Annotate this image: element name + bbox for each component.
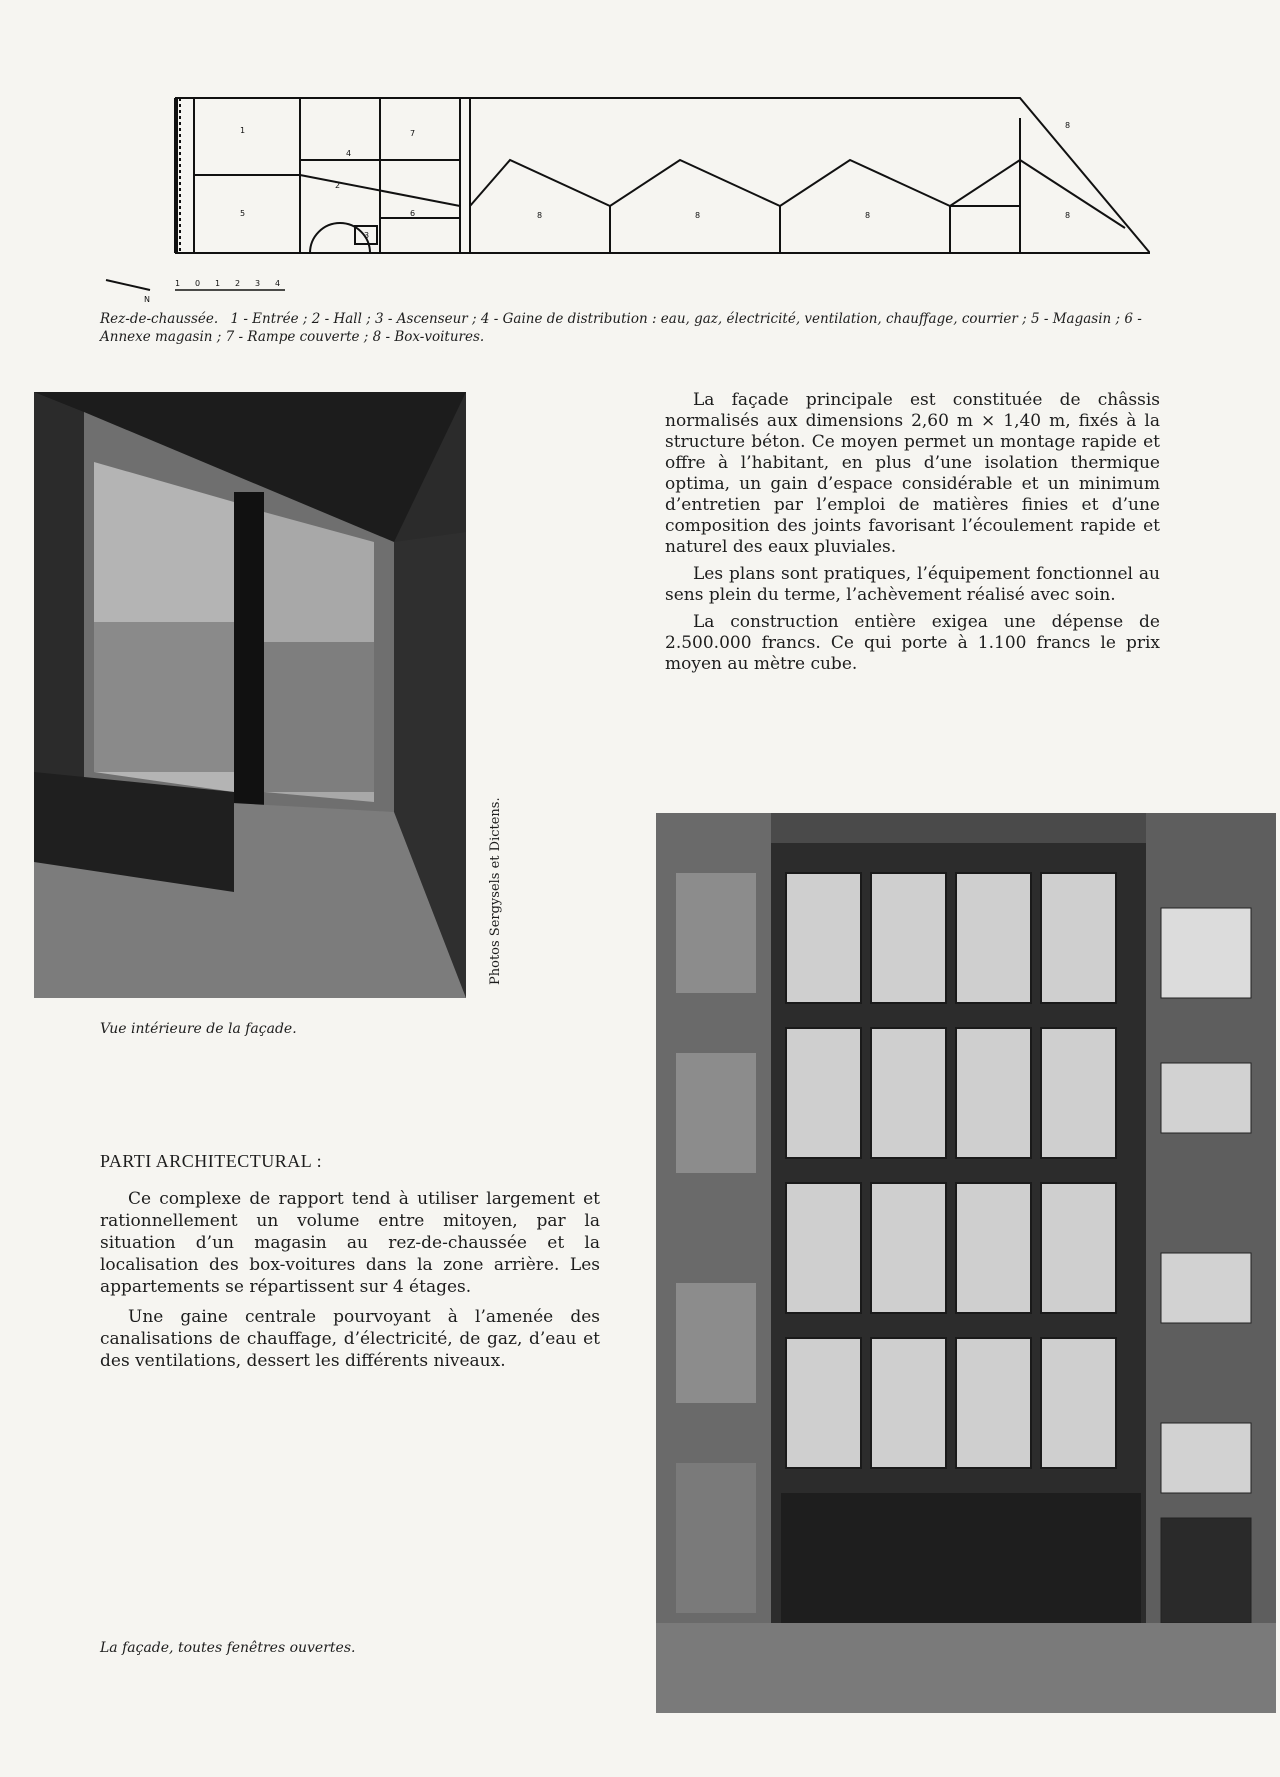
- plan-label-8d: 8: [1065, 121, 1071, 130]
- plan-caption-lead: Rez-de-chaussée.: [100, 311, 219, 327]
- plan-label-3: 3: [364, 231, 370, 240]
- plan-label-4: 4: [346, 149, 352, 158]
- plan-label-8b: 8: [695, 211, 701, 220]
- plan-label-1: 1: [240, 126, 246, 135]
- svg-text:1: 1: [175, 279, 181, 288]
- paragraph: Ce complexe de rapport tend à utiliser largement et rationnellement un volume entre mitoyen, par la situation d’un magasin au rez-de-chaussée et la localisation des box-voitures dans la zone arrière. Les appartements se répartissent sur 4 étages.: [100, 1189, 600, 1297]
- left-text-column: [100, 1188, 600, 1380]
- paragraph: La construction entière exigea une dépense de 2.500.000 francs. Ce qui porte à 1.100 francs le prix moyen au mètre cube.: [665, 612, 1160, 674]
- svg-text:1: 1: [215, 279, 221, 288]
- plan-caption-text: 1 - Entrée ; 2 - Hall ; 3 - Ascenseur ; 4 - Gaine de distribution : eau, gaz, électricité, ventilation, chauffage, courrier ; 5 - Magasin ; 6 - Annexe magasin ; 7 - Rampe couverte ; 8 - Box-voitures.: [100, 311, 1142, 345]
- interior-facade-photo: [34, 392, 466, 998]
- section-heading: PARTI ARCHITECTURAL :: [100, 1151, 323, 1171]
- interior-photo-caption: Vue intérieure de la façade.: [100, 1021, 297, 1037]
- plan-label-5: 5: [240, 209, 246, 218]
- plan-caption: [100, 310, 1160, 346]
- paragraph: Les plans sont pratiques, l’équipement fonctionnel au sens plein du terme, l’achèvement réalisé avec soin.: [665, 564, 1160, 605]
- ground-floor-plan: [170, 88, 1150, 263]
- right-text-column: [665, 390, 1160, 681]
- plan-label-6: 6: [410, 209, 416, 218]
- scale-bar: [100, 270, 300, 310]
- svg-text:4: 4: [275, 279, 281, 288]
- plan-label-7: 7: [410, 129, 416, 138]
- plan-label-8c: 8: [865, 211, 871, 220]
- plan-label-8e: 8: [1065, 211, 1071, 220]
- facade-photo: [656, 813, 1276, 1713]
- plan-label-2: 2: [335, 181, 341, 190]
- svg-text:3: 3: [255, 279, 261, 288]
- paragraph: La façade principale est constituée de châssis normalisés aux dimensions 2,60 m × 1,40 m, fixés à la structure béton. Ce moyen permet un montage rapide et offre à l’habitant, en plus d’une isolation thermique optima, un gain d’espace considérable et un minimum d’entretien par l’emploi de matières finies et d’une composition des joints favorisant l’écoulement rapide et naturel des eaux pluviales.: [665, 390, 1160, 557]
- facade-photo-caption: La façade, toutes fenêtres ouvertes.: [100, 1640, 356, 1656]
- photo-credit: Photos Sergysels et Dictens.: [488, 797, 503, 985]
- plan-label-8a: 8: [537, 211, 543, 220]
- paragraph: Une gaine centrale pourvoyant à l’amenée des canalisations de chauffage, d’électricité, de gaz, d’eau et des ventilations, dessert les différents niveaux.: [100, 1307, 600, 1371]
- svg-text:2: 2: [235, 279, 241, 288]
- svg-text:0: 0: [195, 279, 201, 288]
- north-marker: N: [144, 295, 150, 304]
